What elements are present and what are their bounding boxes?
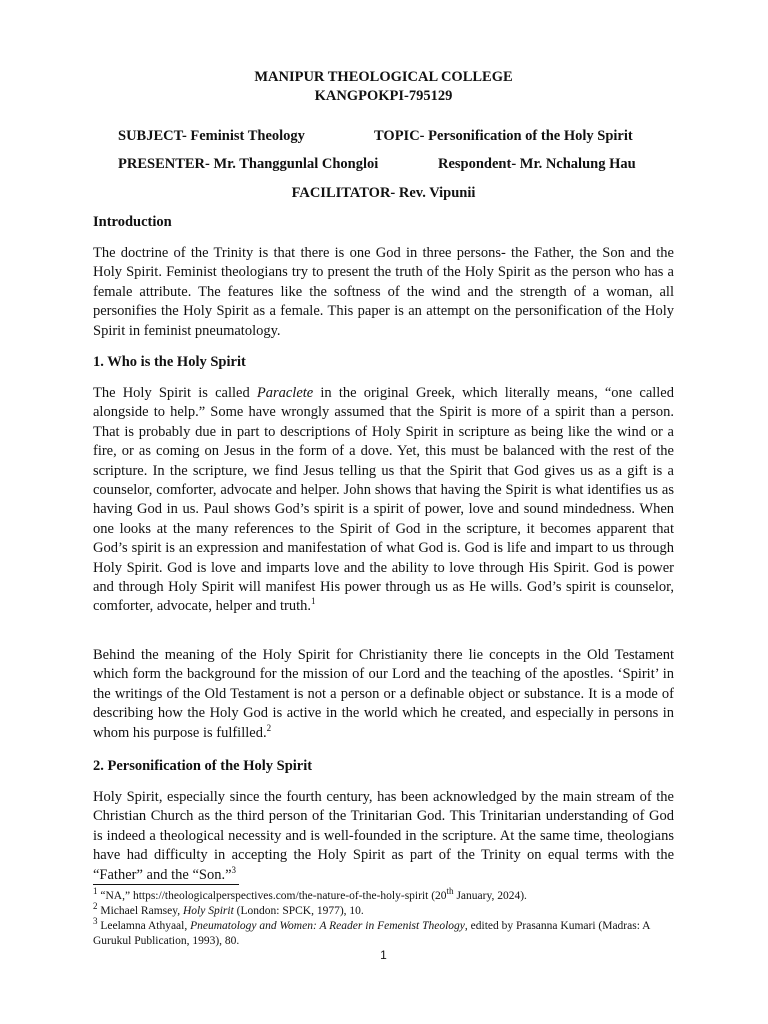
presenter-line: PRESENTER- Mr. Thanggunlal Chongloi <box>118 156 379 172</box>
footnote-3: $^3$ Leelamna Athyaal, Pneumatology and Women: A Reader in Femenist Theology, edited by Prasanna Kumari (Madras: A Gurukul Publication, 1993), 80. <box>93 916 650 947</box>
section2-paragraph-1: Holy Spirit, especially since the fourth century, has been acknowledged by the main stream of the Christian Church as the third person of the Trinitarian God. This Trinitarian understanding of God is indeed a theological necessity and is well-founded in the scripture. At the same time, theologians have had difficulty in accepting the Holy Spirit as part of the Trinity on equal terms with the “Father” and the “Son.”$^3$ <box>93 789 674 883</box>
footnote-ref-1: 1 <box>311 596 316 607</box>
page-number: 1 <box>380 948 387 962</box>
subject-line: SUBJECT- Feminist Theology <box>118 128 305 144</box>
topic-line: TOPIC- Personification of the Holy Spirit <box>374 128 633 144</box>
footnote-2: $^2$ Michael Ramsey, Holy Spirit (London: SPCK, 1977), 10. <box>93 901 364 917</box>
intro-heading: Introduction <box>93 214 172 230</box>
section1-paragraph-1: The Holy Spirit is called Paraclete in the original Greek, which literally means, “one called alongside to help.” Some have wrongly assumed that the Spirit is more of a spirit than a person. That is probably due in part to descriptions of Holy Spirit in scripture as being like the wind or a fire, or as coming on Jesus in the form of a dove. Yet, this must be balanced with the rest of the scripture. In the scripture, we find Jesus telling us that the Spirit that God gives us as a gift is a counselor, comforter, advocate and helper. John shows that having the Spirit is what identifies us as having God in us. Paul shows God’s spirit is a spirit of power, love and sound mindedness. When one looks at the many references to the Spirit of God in the scripture, it becomes apparent that God’s spirit is an expression and manifestation of what God is. God is life and impart to us through Holy Spirit. God is love and imparts love and the ability to love through His Spirit. God is power and through Holy Spirit will manifest His power through us as He wills. God’s spirit is counselor, comforter, advocate, helper and truth.$^1$ <box>93 385 674 615</box>
title-block <box>93 68 674 106</box>
college-name: MANIPUR THEOLOGICAL COLLEGE <box>254 69 513 85</box>
respondent-line: Respondent- Mr. Nchalung Hau <box>438 156 636 172</box>
college-location: KANGPOKPI-795129 <box>314 88 453 104</box>
footnote-ref-3: 3 <box>231 864 237 875</box>
section2-heading: 2. Personification of the Holy Spirit <box>93 758 313 774</box>
paraclete-term: Paraclete <box>256 385 314 401</box>
footnote-ref-2: 2 <box>266 722 272 733</box>
section1-paragraph-2: Behind the meaning of the Holy Spirit for Christianity there lie concepts in the Old Testament which form the background for the mission of our Lord and the teaching of the apostles. ‘Spirit’ in the writings of the Old Testament is not a person or a definable object or substance. It is a mode of describing how the Holy God is active in the world which he created, and especially in persons in whom his purpose is fulfilled.$^2$ <box>93 647 674 741</box>
footnote-1: $^1$ “NA,” https://theologicalperspectives.com/the-nature-of-the-holy-spirit (20th January, 2024). <box>93 886 527 902</box>
intro-paragraph: The doctrine of the Trinity is that there is one God in three persons- the Father, the Son and the Holy Spirit. Feminist theologians try to present the truth of the Holy Spirit as the person who has a female attribute. The features like the softness of the wind and the strength of a woman, all personifies the Holy Spirit as a female. This paper is an attempt on the personification of the Holy Spirit in feminist pneumatology. <box>93 245 674 339</box>
facilitator-line: FACILITATOR- Rev. Vipunii <box>291 185 476 201</box>
footnote-separator <box>93 884 239 885</box>
section1-heading: 1. Who is the Holy Spirit <box>93 354 246 370</box>
